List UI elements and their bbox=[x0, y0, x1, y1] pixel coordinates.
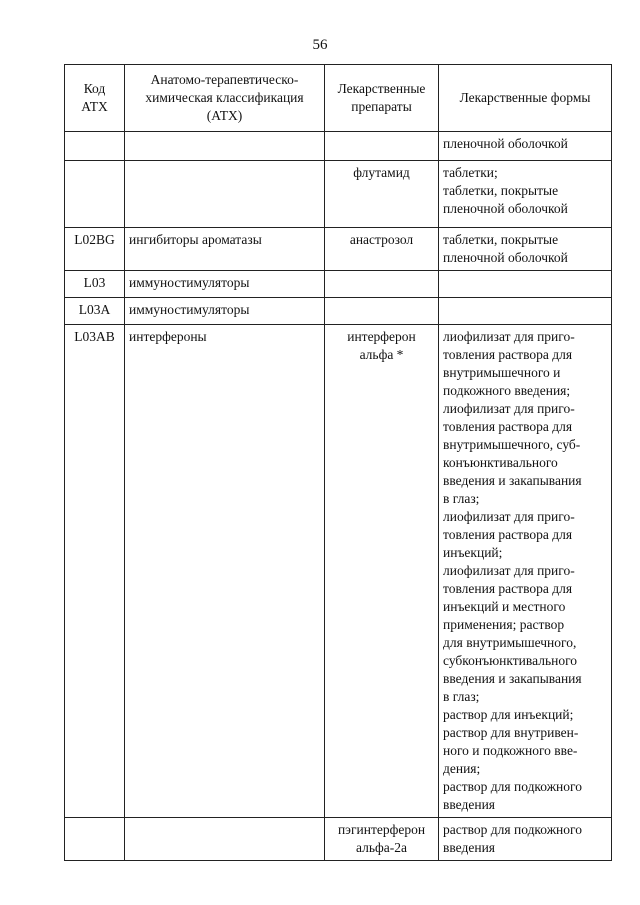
header-drugs: Лекарственные препараты bbox=[325, 65, 439, 132]
cell-forms bbox=[439, 298, 612, 325]
cell-code: L03 bbox=[65, 271, 125, 298]
cell-drug: пэгинтерферон альфа-2а bbox=[325, 818, 439, 861]
cell-drug: флутамид bbox=[325, 161, 439, 228]
cell-classification: иммуностимуляторы bbox=[125, 298, 325, 325]
header-classification: Анатомо-терапевтическо- химическая классификация (АТХ) bbox=[125, 65, 325, 132]
cell-code: L03A bbox=[65, 298, 125, 325]
cell-forms: таблетки; таблетки, покрытые пленочной оболочкой bbox=[439, 161, 612, 228]
cell-classification bbox=[125, 161, 325, 228]
cell-classification bbox=[125, 818, 325, 861]
cell-forms bbox=[439, 271, 612, 298]
cell-code bbox=[65, 161, 125, 228]
table-row bbox=[65, 271, 612, 298]
cell-classification: иммуностимуляторы bbox=[125, 271, 325, 298]
cell-forms: таблетки, покрытые пленочной оболочкой bbox=[439, 228, 612, 271]
cell-forms: пленочной оболочкой bbox=[439, 132, 612, 161]
table-row bbox=[65, 161, 612, 228]
cell-code bbox=[65, 818, 125, 861]
cell-classification: интерфероны bbox=[125, 325, 325, 818]
atx-drug-table bbox=[64, 64, 612, 861]
cell-code bbox=[65, 132, 125, 161]
table-row bbox=[65, 132, 612, 161]
cell-code: L02BG bbox=[65, 228, 125, 271]
table-row bbox=[65, 228, 612, 271]
cell-drug: анастрозол bbox=[325, 228, 439, 271]
cell-drug bbox=[325, 298, 439, 325]
table-header-row bbox=[65, 65, 612, 132]
cell-classification bbox=[125, 132, 325, 161]
cell-code: L03AB bbox=[65, 325, 125, 818]
cell-drug: интерферон альфа * bbox=[325, 325, 439, 818]
cell-classification: ингибиторы ароматазы bbox=[125, 228, 325, 271]
header-forms: Лекарственные формы bbox=[439, 65, 612, 132]
header-code: Код АТХ bbox=[65, 65, 125, 132]
table-row bbox=[65, 818, 612, 861]
table-row bbox=[65, 325, 612, 818]
cell-drug bbox=[325, 271, 439, 298]
table-row bbox=[65, 298, 612, 325]
page-number: 56 bbox=[312, 37, 328, 53]
cell-forms: лиофилизат для приго- товления раствора для внутримышечного и подкожного введения; лиофилизат для приго- товления раствора для внутримышечного, суб- конъюнктивального введения и закапывания в глаз; лиофилизат для приго- товления раствора для инъекций; лиофилизат для приго- товления раствора для инъекций и местного применения; раствор для внутримышечного, субконъюнктивального введения и закапывания в глаз; раствор для инъекций; раствор для внутривен- ного и подкожного вве- дения; раствор для подкожного введения bbox=[439, 325, 612, 818]
cell-drug bbox=[325, 132, 439, 161]
cell-forms: раствор для подкожного введения bbox=[439, 818, 612, 861]
